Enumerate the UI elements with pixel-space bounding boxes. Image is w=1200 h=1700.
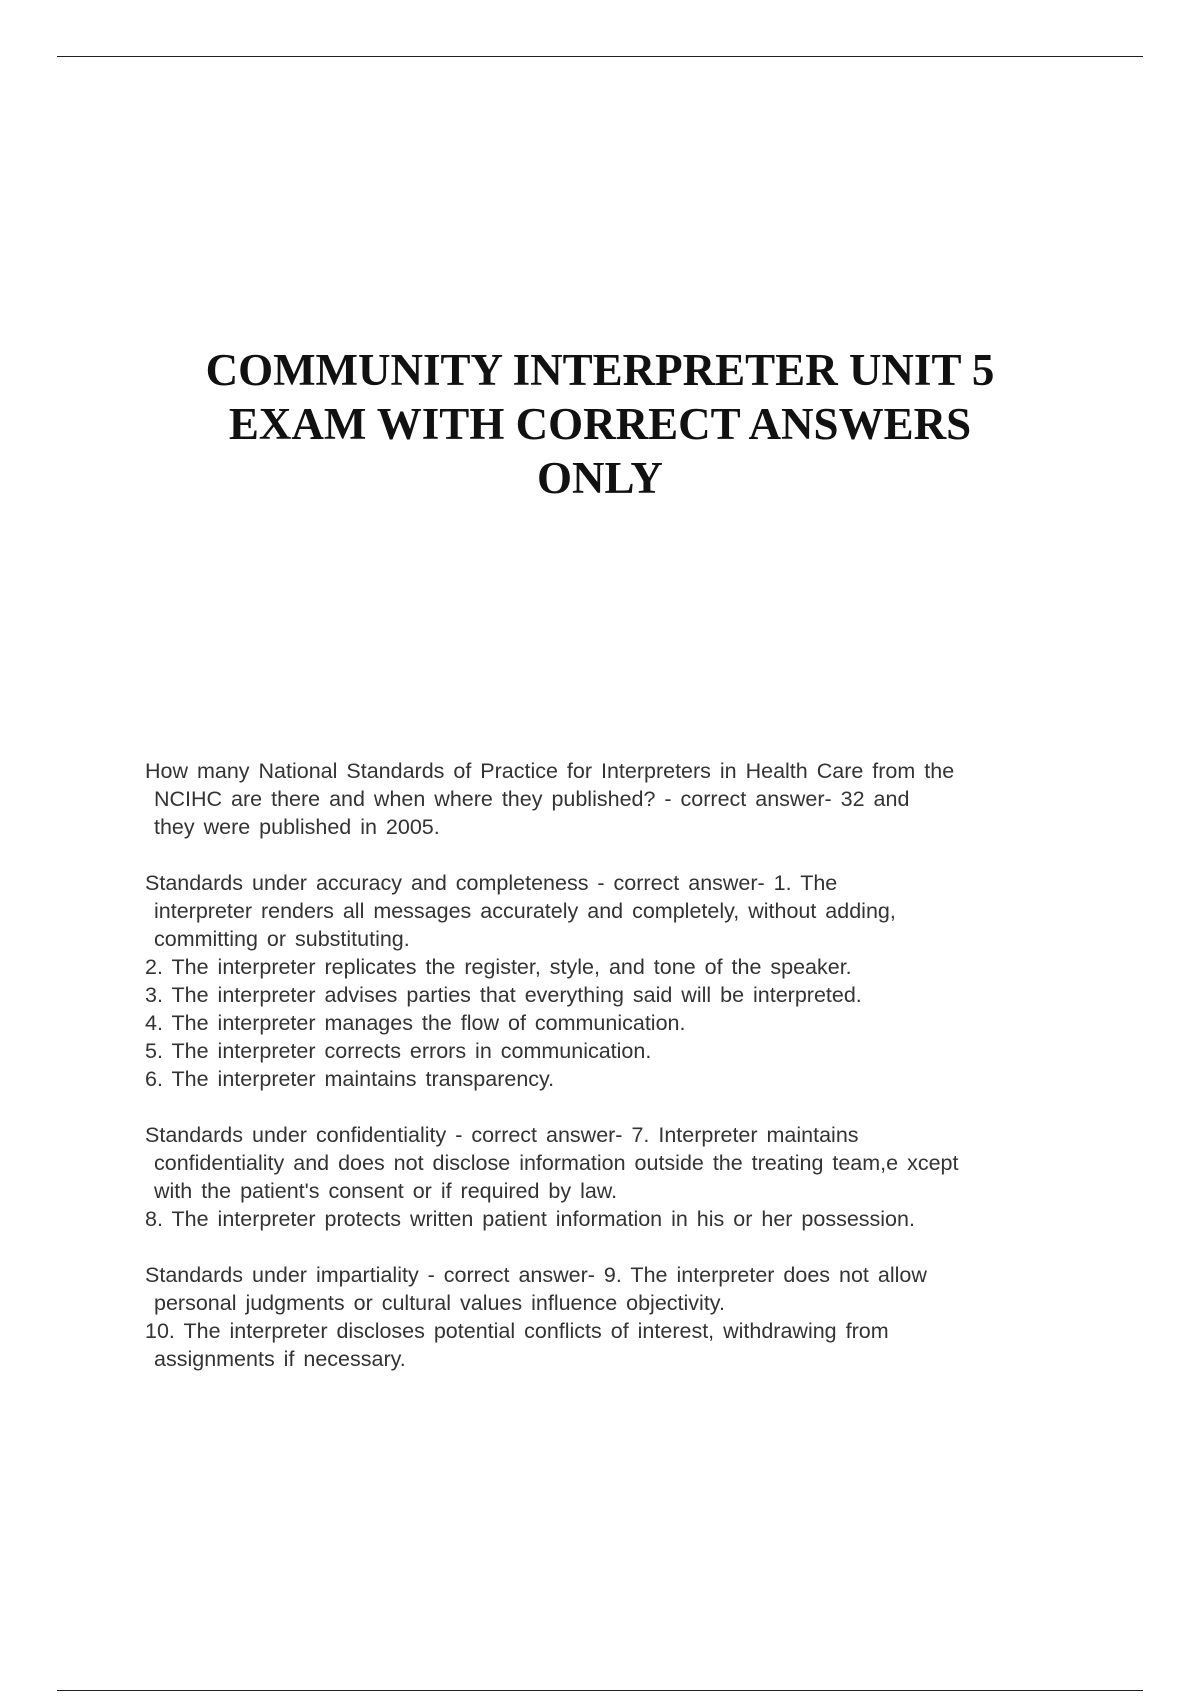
title-line: ONLY xyxy=(537,453,663,503)
qa-line: interpreter renders all messages accurately and completely, without adding, xyxy=(154,899,896,923)
qa-line: How many National Standards of Practice for Interpreters in Health Care from the xyxy=(145,759,955,783)
qa-line: 10. The interpreter discloses potential conflicts of interest, withdrawing from xyxy=(145,1319,889,1343)
document-title xyxy=(150,343,1050,505)
title-line: EXAM WITH CORRECT ANSWERS xyxy=(228,399,972,449)
document-body xyxy=(145,757,1085,1401)
qa-item-confidentiality xyxy=(145,1121,1085,1233)
title-line: COMMUNITY INTERPRETER UNIT 5 xyxy=(205,345,995,395)
qa-line: Standards under accuracy and completeness - correct answer- 1. The xyxy=(145,871,838,895)
qa-line: 2. The interpreter replicates the register, style, and tone of the speaker. xyxy=(145,955,852,979)
qa-line: Standards under impartiality - correct answer- 9. The interpreter does not allow xyxy=(145,1263,927,1287)
qa-line: Standards under confidentiality - correct answer- 7. Interpreter maintains xyxy=(145,1123,859,1147)
qa-line: 3. The interpreter advises parties that everything said will be interpreted. xyxy=(145,983,862,1007)
qa-line: committing or substituting. xyxy=(154,927,410,951)
qa-item-accuracy-completeness xyxy=(145,869,1085,1093)
qa-line: they were published in 2005. xyxy=(154,815,440,839)
qa-item-impartiality xyxy=(145,1261,1085,1373)
bottom-rule xyxy=(57,1690,1143,1691)
qa-line: NCIHC are there and when where they published? - correct answer- 32 and xyxy=(154,787,910,811)
qa-line: confidentiality and does not disclose information outside the treating team,e xcept xyxy=(154,1151,959,1175)
qa-line: assignments if necessary. xyxy=(154,1347,406,1371)
qa-line: 8. The interpreter protects written patient information in his or her possession. xyxy=(145,1207,915,1231)
qa-line: personal judgments or cultural values influence objectivity. xyxy=(154,1291,725,1315)
top-rule xyxy=(57,56,1143,57)
qa-item-ncihc-standards xyxy=(145,757,1085,841)
qa-line: 5. The interpreter corrects errors in communication. xyxy=(145,1039,652,1063)
qa-line: 4. The interpreter manages the flow of communication. xyxy=(145,1011,686,1035)
qa-line: 6. The interpreter maintains transparency. xyxy=(145,1067,555,1091)
qa-line: with the patient's consent or if required by law. xyxy=(154,1179,618,1203)
